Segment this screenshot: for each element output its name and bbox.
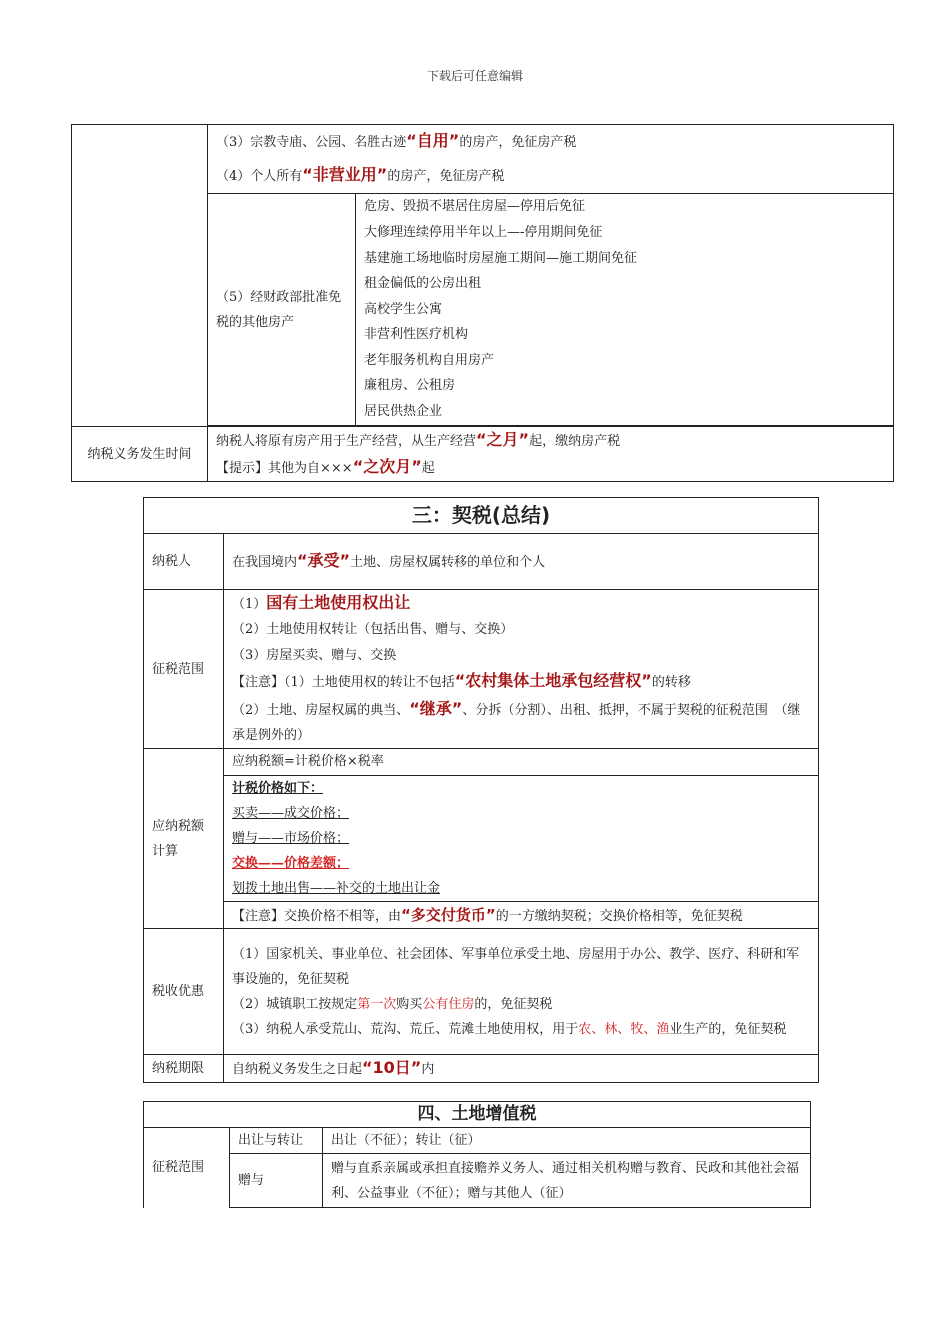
calc-item: 买卖——成交价格；: [232, 806, 350, 822]
page-header: 下载后可任意编辑: [426, 69, 523, 83]
relief-2: （2）城镇职工按规定第一次购买公有住房的，免征契税: [232, 996, 553, 1012]
relief-cell: [224, 929, 819, 1055]
list-item: 非营利性医疗机构: [364, 327, 469, 343]
relief-label: 税收优惠: [144, 929, 224, 1055]
exemption-cell-3-4: [208, 125, 894, 194]
list-item: 高校学生公寓: [364, 301, 443, 317]
time-line-2: 【提示】其他为自×××“之次月”起: [216, 457, 435, 476]
taxpayer-label: 纳税人: [144, 534, 224, 590]
tax-obligation-time-label: 纳税义务发生时间: [72, 427, 208, 482]
calc-cell: [224, 749, 819, 929]
period-cell: 自纳税义务发生之日起“10日”内: [224, 1055, 819, 1083]
calc-alloc: 划拨土地出售——补交的土地出让金: [232, 881, 441, 897]
section-title: 四、土地增值税: [144, 1102, 811, 1128]
scope-item-2: （2）土地使用权转让（包括出售、赠与、交换）: [232, 622, 514, 638]
land-appreciation-tax-table: [143, 1101, 811, 1208]
calc-head: 计税价格如下：: [232, 781, 324, 797]
section-title: 三：契税(总结): [144, 498, 819, 534]
gift-text: 赠与直系亲属或承担直接赡养义务人、通过相关机构赠与教育、民政和其他社会福利、公益事业（不征）；赠与其他人（征）: [323, 1154, 811, 1208]
scope-label: 征税范围: [144, 590, 224, 749]
scope-note-1: 【注意】（1）土地使用权的转让不包括“农村集体土地承包经营权”的转移: [232, 671, 691, 691]
calc-prices: [224, 776, 818, 901]
scope-label: 征税范围: [144, 1128, 230, 1208]
scope-item-3: （3）房屋买卖、赠与、交换: [232, 647, 397, 663]
transfer-text: 出让（不征）；转让（征）: [323, 1128, 811, 1154]
period-label: 纳税期限: [144, 1055, 224, 1083]
calc-exchange: 交换——价格差额；: [232, 856, 350, 872]
tax-obligation-time-cell: [208, 427, 894, 482]
list-item: 基建施工场地临时房屋施工期间—施工期间免征: [364, 250, 638, 266]
taxpayer-cell: 在我国境内“承受”土地、房屋权属转移的单位和个人: [224, 534, 819, 590]
list-item: 租金偏低的公房出租: [364, 276, 482, 292]
exemption-3: （3）宗教寺庙、公园、名胜古迹“自用”的房产，免征房产税: [216, 131, 577, 150]
list-item: 大修理连续停用半年以上—-停用期间免征: [364, 224, 603, 240]
exemption-4: （4）个人所有“非营业用”的房产，免征房产税: [216, 165, 505, 184]
scope-item-1: （1）国有土地使用权出让: [232, 593, 411, 612]
list-item: 老年服务机构自用房产: [364, 352, 495, 368]
list-item: 居民供热企业: [364, 404, 443, 420]
relief-1: （1）国家机关、事业单位、社会团体、军事单位承受土地、房屋用于办公、教学、医疗、科研和军事设施的，免征契税: [232, 946, 800, 987]
gift-label: 赠与: [230, 1154, 323, 1208]
exemption-5-list: [356, 194, 894, 426]
list-item: 廉租房、公租房: [364, 378, 456, 394]
scope-note-2: （2）土地、房屋权属的典当、“继承”、分拆（分割）、出租、抵押，不属于契税的征税范围 （继承是例外的）: [232, 698, 801, 744]
time-line-1: 纳税人将原有房产用于生产经营，从生产经营“之月”起，缴纳房产税: [216, 430, 621, 449]
relief-3: （3）纳税人承受荒山、荒沟、荒丘、荒滩土地使用权，用于农、林、牧、渔业生产的，免征契税: [232, 1021, 787, 1037]
property-tax-table: [71, 124, 894, 482]
calc-label: 应纳税额计算: [144, 749, 224, 929]
list-item: 危房、毁损不堪居住房屋—停用后免征: [364, 199, 586, 215]
calc-formula: 应纳税额=计税价格×税率: [224, 749, 818, 776]
deed-tax-table: [143, 497, 819, 1083]
calc-note: 【注意】交换价格不相等，由“多交付货币”的一方缴纳契税；交换价格相等，免征契税: [224, 901, 818, 928]
exemption-5-label: （5）经财政部批准免税的其他房产: [208, 194, 356, 426]
calc-item: 赠与——市场价格；: [232, 831, 350, 847]
scope-cell: [224, 590, 819, 749]
transfer-label: 出让与转让: [230, 1128, 323, 1154]
table1-left-blank: [72, 125, 208, 427]
